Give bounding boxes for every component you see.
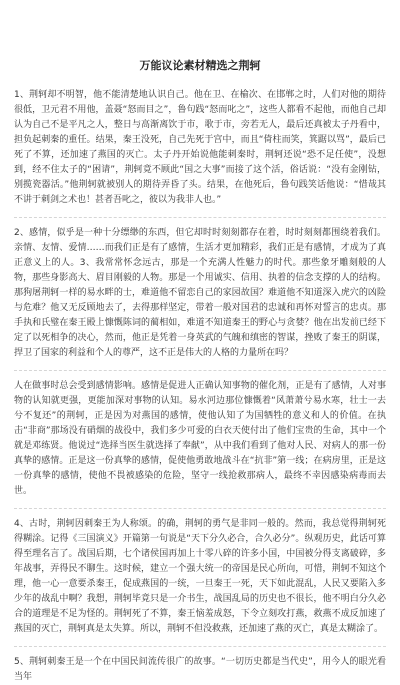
- paragraph-2: 2、感情，似乎是一种十分缥缈的东西，但它却时时刻刻都存在着，时时刻刻都围绕着我们。亲情、友情、爱情……而我们正是有了感情，生活才更加精彩，我们正是有感情，才成为了真正意义上的人。3、我常常怀念远古，那是一个充满人性魅力的时代。那些象牙雕刻般的人物，那些身影高大、眉目刚毅的人物。那是一个用诚实、信用、执着的信念支撑的人的结构。那狗屠荆轲一样的易水畔的士，难道他不留恋自己的家园故国？难道他不知道深入虎穴的凶险与危难？他又无反顾地去了，去得那样坚定，带着一般对国君的忠诚和再怀对誓言的忠贞。那手执和氏璧在秦王殿上慷慨陈词的蔺相如，难道不知道秦王的野心与贪婪？他在出发前已经下定了以死相争的决心，然而，他正是凭着一身英武的气魄和缜密的智谋，挫败了秦王的阴谋，捍卫了国家的利益和个人的尊严，这不正是伟大的人格的力量所在吗？: [14, 228, 386, 358]
- document-title: 万能议论素材精选之荆轲: [139, 59, 261, 72]
- paragraph-5: 5、荆轲刺秦王是一个在中国民间流传很广的故事。“一切历史都是当代史”，用今人的眼光看当年: [14, 657, 386, 682]
- paragraph-1: 1、荆轲却不明智，他不能清楚地认识自己。他在卫、在榆次、在邯郸之时，人们对他的期待很低，卫元君不用他，盖聂“怒而目之”，鲁句践“怒而叱之”，这些人都看不起他，而他自己却认为自己不是平凡之人，整日与高渐离饮于市，歌于市，旁若无人，最后还真被太子丹看中，担负起刺秦的重任。结果，秦王没死，自己先死于宫中，而且“倚柱而笑，箕踞以骂”，最后已死了不算，还加速了燕国的灭亡。太子丹开始说他能刺秦时，荆轲还说“恐不足任使”，没想到，经不住太子的“困请”，荆轲竟不顾此“国之大事”而接了这个活，俗话说：“没有金刚钻，别揽瓷器活。”他荆轲就被别人的期待弄昏了头。结果，在他死后，鲁句践笑话他说：“惜哉其不讲于刺剑之术也！甚者吾叱之，彼以为我非人也。”: [14, 90, 386, 205]
- divider: [14, 217, 386, 218]
- divider: [14, 646, 386, 647]
- divider: [14, 508, 386, 509]
- divider: [14, 370, 386, 371]
- paragraph-4: 4、古时，荆轲因刺秦王为人称颂。的确，荆轲的勇气是非同一般的。然而，我总觉得荆轲死得糊涂。记得《三国演义》开篇第一句说是“天下分久必合，合久必分”。纵观历史，此话可算得至理名言了。战国后期，七个诸侯国再加上十零八碎的许多小国，中国被分得支离破碎，多年战事，弄得民不聊生。这时候，建立一个强大统一的帝国是民心所向，可惜，荆轲不知这个理，他一心一意要杀秦王，促成燕国的一统，一旦秦王一死，天下如此混乱，人民又要陷入多少年的战乱中啊？我想，荆轲毕竟只是一介书生，战国乱局的历史也不很长，他不明白分久必合的道理是不足为怪的。荆轲死了不算，秦王恼羞成怒，下令立刻攻打燕，救燕不成反加速了燕国的灭亡，荆轲真是太失算。所以，荆轲不但没救燕，还加速了燕的灭亡，真是太糊涂了。: [14, 519, 386, 634]
- paragraph-3: 人在做事时总会受到感情影响。感情是促进人正确认知事物的催化剂，正是有了感情，人对事物的认知就更强，更能加深对事物的认知。易水河边那位慷慨着“风萧萧兮易水寒，壮士一去兮不复还”的荆轲，正是因为对燕国的感情，使他认知了为国牺牲的意义和人的价值。在执击“非商”那场没有硝烟的战役中，我们多少可爱的白衣天使付出了他们宝贵的生命，其中一个就是邓练贤。他说过“选择当医生就选择了奉献”，从中我们看到了他对人民、对病人的那一份真挚的感情。正是这一份真挚的感情，促使他勇敢地战斗在“抗非”第一线；在病房里，正是这一份真挚的感情，使他不畏被感染的危险，坚守一线抢救那病人，最终不幸因感染病毒而去世。: [14, 381, 386, 496]
